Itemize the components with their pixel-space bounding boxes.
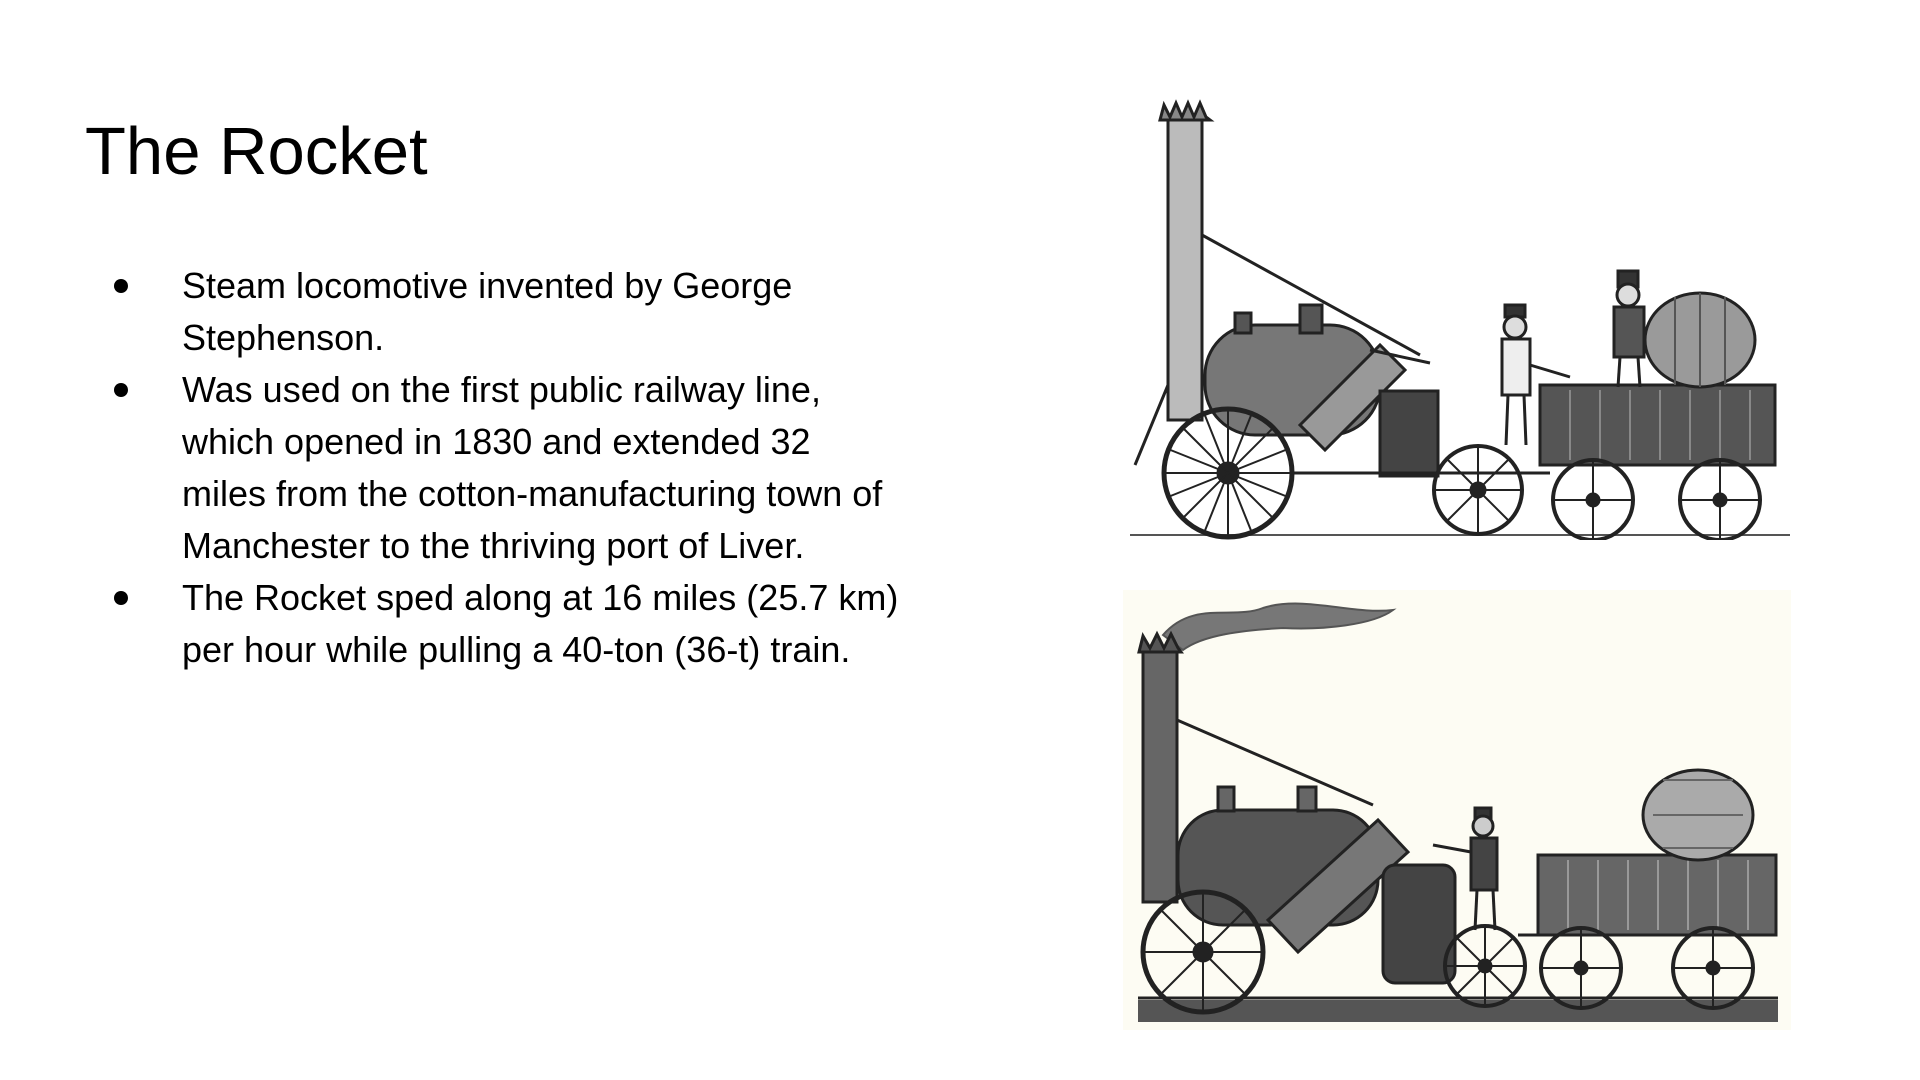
rocket-locomotive-engraving-with-passengers-icon bbox=[1130, 95, 1790, 540]
bullet-item bbox=[100, 364, 900, 572]
bullet-dot-icon bbox=[114, 383, 128, 397]
rocket-technical-engraving-image[interactable] bbox=[1123, 590, 1791, 1030]
bullet-list bbox=[100, 260, 900, 676]
bullet-dot-icon bbox=[114, 591, 128, 605]
bullet-text: Was used on the first public railway line, which opened in 1830 and extended 32 miles from the cotton-manufacturing town of Manchester to the thriving port of Liver. bbox=[182, 369, 883, 566]
bullet-item bbox=[100, 260, 900, 364]
bullet-item bbox=[100, 572, 900, 676]
rocket-engraving-image[interactable] bbox=[1130, 95, 1790, 540]
bullet-text: The Rocket sped along at 16 miles (25.7 km) per hour while pulling a 40-ton (36-t) train. bbox=[182, 577, 899, 670]
slide-title: The Rocket bbox=[85, 114, 428, 189]
rocket-locomotive-technical-engraving-icon bbox=[1123, 590, 1791, 1030]
bullet-text: Steam locomotive invented by George Stephenson. bbox=[182, 265, 793, 358]
bullet-dot-icon bbox=[114, 279, 128, 293]
